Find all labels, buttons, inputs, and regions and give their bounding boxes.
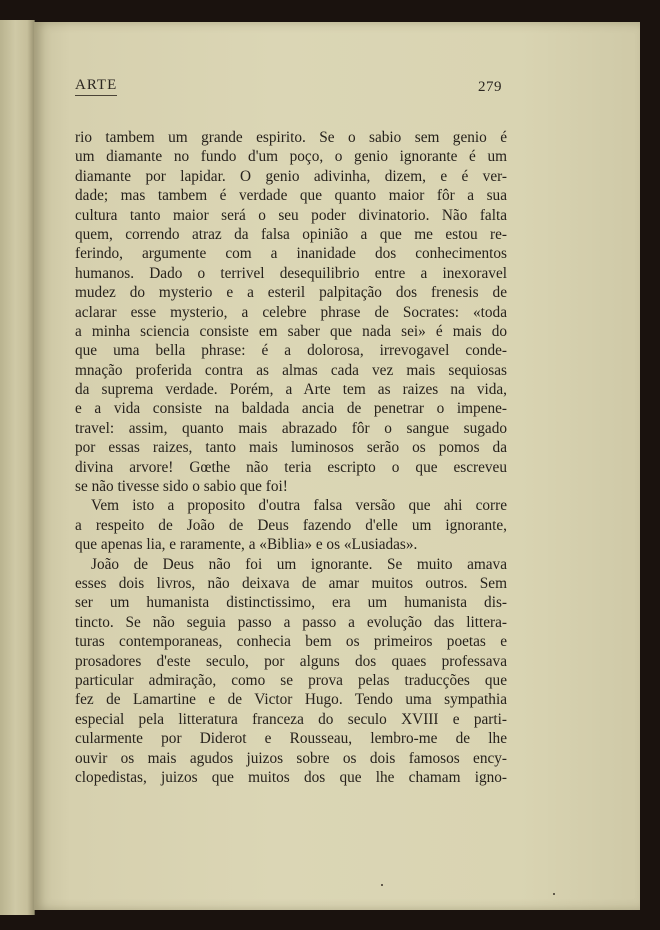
text-line: um diamante no fundo d'um poço, o genio ignorante é um	[75, 148, 507, 166]
running-head: ARTE	[75, 76, 117, 96]
text-line: mnação proferida contra as almas cada vez mais sequiosas	[75, 361, 507, 379]
text-line: ouvir os mais agudos juizos sobre os dois famosos ency-	[75, 749, 507, 767]
text-line: clopedistas, juizos que muitos dos que lhe chamam igno-	[75, 768, 507, 786]
text-line: turas contemporaneas, conhecia bem os primeiros poetas e	[75, 633, 507, 651]
text-line: travel: assim, quanto mais abrazado fôr o sangue sugado	[75, 419, 507, 437]
text-line: ser um humanista distinctissimo, era um humanista dis-	[75, 594, 507, 612]
text-line: quem, correndo atraz da falsa opinião a que me estou re-	[75, 225, 507, 243]
text-line: prosadores d'este seculo, por alguns dos quaes professava	[75, 652, 507, 670]
text-line: se não tivesse sido o sabio que foi!	[75, 478, 288, 496]
text-line: particular admiração, como se prova pelas traducções que	[75, 671, 507, 689]
body-text	[75, 128, 507, 787]
text-line: a minha sciencia consiste em saber que nada sei» é mais do	[75, 322, 507, 340]
facing-page-edge	[0, 20, 35, 915]
page-number: 279	[478, 79, 502, 95]
text-line: a respeito de João de Deus fazendo d'elle um ignorante,	[75, 516, 507, 534]
text-line: mudez do mysterio e a esteril palpitação dos frenesis de	[75, 284, 507, 302]
text-line: humanos. Dado o terrivel desequilibrio entre a inexoravel	[75, 264, 507, 282]
text-line: ferindo, argumente com a inanidade dos conhecimentos	[75, 245, 507, 263]
ink-speck	[381, 884, 383, 886]
text-line: por essas raizes, tanto mais luminosos serão os pomos da	[75, 439, 507, 457]
text-line: esses dois livros, não deixava de amar muitos outros. Sem	[75, 574, 507, 592]
ink-speck	[553, 893, 555, 895]
text-line: tincto. Se não seguia passo a passo a evolução das littera-	[75, 613, 507, 631]
text-line: aclarar esse mysterio, a celebre phrase de Socrates: «toda	[75, 303, 507, 321]
text-line: cultura tanto maior será o seu poder divinatorio. Não falta	[75, 206, 507, 224]
text-line: que apenas lia, e raramente, a «Biblia» e os «Lusiadas».	[75, 536, 418, 554]
text-line: da suprema verdade. Porém, a Arte tem as raizes na vida,	[75, 381, 507, 399]
text-line: cularmente por Diderot e Rousseau, lembro-me de lhe	[75, 730, 507, 748]
text-line: rio tambem um grande espirito. Se o sabio sem genio é	[75, 129, 507, 146]
text-line: diamante por lapidar. O genio adivinha, dizem, e é ver-	[75, 167, 507, 185]
text-line: divina arvore! Gœthe não teria escripto o que escreveu	[75, 458, 507, 476]
text-line: Vem isto a proposito d'outra falsa versão que ahi corre	[91, 497, 507, 515]
text-line: e a vida consiste na baldada ancia de penetrar o impene-	[75, 400, 507, 418]
page-header	[75, 76, 502, 100]
text-line: fez de Lamartine e de Victor Hugo. Tendo uma sympathia	[75, 691, 507, 709]
text-line: que uma bella phrase: é a dolorosa, irrevogavel conde-	[75, 342, 507, 360]
text-line: dade; mas tambem é verdade que quanto maior fôr a sua	[75, 187, 507, 205]
text-line: especial pela litteratura franceza do seculo XVIII e parti-	[75, 710, 507, 728]
text-line: João de Deus não foi um ignorante. Se muito amava	[91, 555, 507, 573]
